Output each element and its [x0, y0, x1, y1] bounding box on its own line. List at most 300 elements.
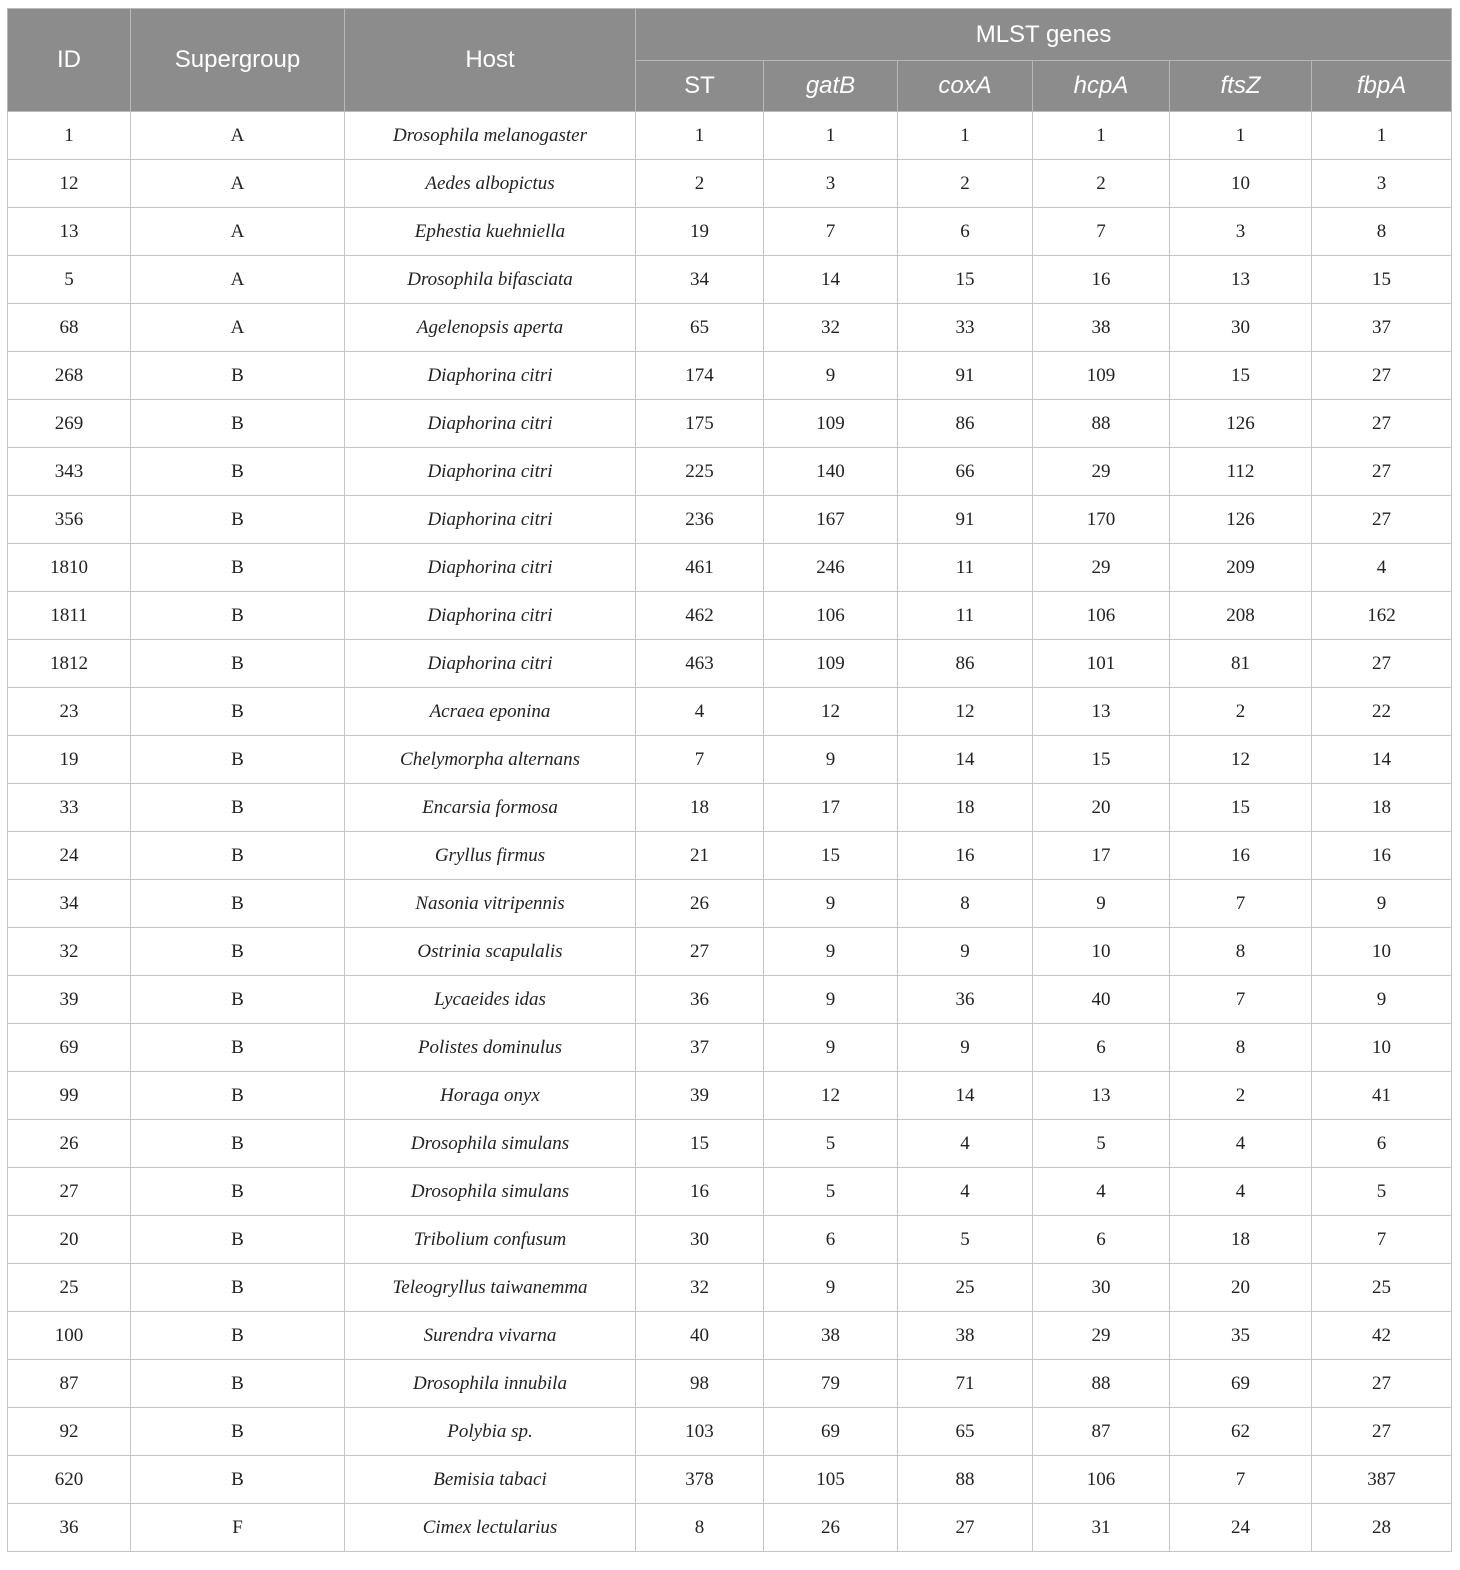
cell-hcpa: 16 — [1033, 256, 1170, 304]
cell-coxa: 36 — [898, 976, 1033, 1024]
cell-supergroup: B — [131, 640, 345, 688]
cell-id: 33 — [8, 784, 131, 832]
cell-ftsz: 209 — [1170, 544, 1312, 592]
cell-coxa: 16 — [898, 832, 1033, 880]
cell-id: 36 — [8, 1504, 131, 1552]
cell-id: 356 — [8, 496, 131, 544]
cell-supergroup: B — [131, 736, 345, 784]
table-row — [8, 928, 1452, 976]
cell-supergroup: B — [131, 1264, 345, 1312]
cell-host: Aedes albopictus — [345, 160, 636, 208]
cell-id: 24 — [8, 832, 131, 880]
cell-st: 2 — [636, 160, 764, 208]
cell-coxa: 86 — [898, 400, 1033, 448]
cell-ftsz: 30 — [1170, 304, 1312, 352]
cell-host: Diaphorina citri — [345, 592, 636, 640]
cell-coxa: 91 — [898, 352, 1033, 400]
cell-ftsz: 1 — [1170, 112, 1312, 160]
cell-hcpa: 13 — [1033, 688, 1170, 736]
cell-id: 27 — [8, 1168, 131, 1216]
cell-ftsz: 208 — [1170, 592, 1312, 640]
cell-coxa: 88 — [898, 1456, 1033, 1504]
cell-supergroup: B — [131, 1408, 345, 1456]
cell-id: 25 — [8, 1264, 131, 1312]
cell-hcpa: 20 — [1033, 784, 1170, 832]
cell-fbpa: 1 — [1312, 112, 1452, 160]
cell-gatb: 9 — [764, 928, 898, 976]
cell-coxa: 91 — [898, 496, 1033, 544]
cell-host: Cimex lectularius — [345, 1504, 636, 1552]
cell-id: 92 — [8, 1408, 131, 1456]
cell-supergroup: B — [131, 1024, 345, 1072]
cell-id: 1812 — [8, 640, 131, 688]
cell-supergroup: B — [131, 928, 345, 976]
mlst-table-container — [7, 8, 1452, 1552]
cell-hcpa: 31 — [1033, 1504, 1170, 1552]
cell-id: 13 — [8, 208, 131, 256]
cell-fbpa: 37 — [1312, 304, 1452, 352]
header-coxa: coxA — [898, 61, 1033, 112]
cell-st: 18 — [636, 784, 764, 832]
cell-gatb: 14 — [764, 256, 898, 304]
table-row — [8, 1024, 1452, 1072]
cell-id: 12 — [8, 160, 131, 208]
cell-st: 463 — [636, 640, 764, 688]
cell-id: 343 — [8, 448, 131, 496]
cell-host: Polistes dominulus — [345, 1024, 636, 1072]
cell-ftsz: 13 — [1170, 256, 1312, 304]
cell-supergroup: B — [131, 1072, 345, 1120]
cell-gatb: 79 — [764, 1360, 898, 1408]
cell-supergroup: B — [131, 1168, 345, 1216]
cell-gatb: 9 — [764, 976, 898, 1024]
cell-fbpa: 27 — [1312, 352, 1452, 400]
cell-supergroup: B — [131, 1120, 345, 1168]
table-row — [8, 1360, 1452, 1408]
cell-ftsz: 7 — [1170, 1456, 1312, 1504]
cell-ftsz: 18 — [1170, 1216, 1312, 1264]
table-body — [8, 112, 1452, 1552]
cell-host: Chelymorpha alternans — [345, 736, 636, 784]
table-row — [8, 352, 1452, 400]
cell-coxa: 9 — [898, 1024, 1033, 1072]
header-st: ST — [636, 61, 764, 112]
cell-supergroup: B — [131, 1312, 345, 1360]
cell-gatb: 32 — [764, 304, 898, 352]
cell-host: Horaga onyx — [345, 1072, 636, 1120]
cell-host: Drosophila bifasciata — [345, 256, 636, 304]
cell-st: 26 — [636, 880, 764, 928]
cell-st: 27 — [636, 928, 764, 976]
cell-host: Ostrinia scapulalis — [345, 928, 636, 976]
cell-fbpa: 7 — [1312, 1216, 1452, 1264]
cell-fbpa: 27 — [1312, 640, 1452, 688]
cell-host: Diaphorina citri — [345, 448, 636, 496]
cell-fbpa: 27 — [1312, 1360, 1452, 1408]
cell-ftsz: 2 — [1170, 1072, 1312, 1120]
table-row — [8, 112, 1452, 160]
cell-host: Acraea eponina — [345, 688, 636, 736]
cell-host: Agelenopsis aperta — [345, 304, 636, 352]
table-row — [8, 1120, 1452, 1168]
cell-st: 36 — [636, 976, 764, 1024]
cell-st: 225 — [636, 448, 764, 496]
cell-st: 175 — [636, 400, 764, 448]
cell-hcpa: 6 — [1033, 1216, 1170, 1264]
cell-hcpa: 101 — [1033, 640, 1170, 688]
cell-supergroup: B — [131, 592, 345, 640]
cell-gatb: 15 — [764, 832, 898, 880]
cell-gatb: 5 — [764, 1120, 898, 1168]
cell-supergroup: B — [131, 880, 345, 928]
cell-st: 7 — [636, 736, 764, 784]
cell-fbpa: 41 — [1312, 1072, 1452, 1120]
cell-ftsz: 20 — [1170, 1264, 1312, 1312]
cell-supergroup: A — [131, 112, 345, 160]
cell-coxa: 15 — [898, 256, 1033, 304]
table-row — [8, 208, 1452, 256]
cell-hcpa: 10 — [1033, 928, 1170, 976]
table-row — [8, 400, 1452, 448]
table-row — [8, 304, 1452, 352]
cell-ftsz: 112 — [1170, 448, 1312, 496]
cell-hcpa: 29 — [1033, 448, 1170, 496]
cell-hcpa: 30 — [1033, 1264, 1170, 1312]
cell-coxa: 1 — [898, 112, 1033, 160]
table-row — [8, 976, 1452, 1024]
cell-id: 5 — [8, 256, 131, 304]
cell-st: 40 — [636, 1312, 764, 1360]
table-row — [8, 496, 1452, 544]
cell-gatb: 69 — [764, 1408, 898, 1456]
cell-ftsz: 10 — [1170, 160, 1312, 208]
cell-ftsz: 126 — [1170, 400, 1312, 448]
cell-host: Diaphorina citri — [345, 400, 636, 448]
cell-host: Bemisia tabaci — [345, 1456, 636, 1504]
cell-host: Diaphorina citri — [345, 352, 636, 400]
cell-coxa: 65 — [898, 1408, 1033, 1456]
cell-hcpa: 17 — [1033, 832, 1170, 880]
table-row — [8, 1168, 1452, 1216]
header-hcpa: hcpA — [1033, 61, 1170, 112]
cell-host: Nasonia vitripennis — [345, 880, 636, 928]
cell-gatb: 1 — [764, 112, 898, 160]
cell-st: 378 — [636, 1456, 764, 1504]
table-row — [8, 544, 1452, 592]
cell-fbpa: 42 — [1312, 1312, 1452, 1360]
cell-hcpa: 88 — [1033, 400, 1170, 448]
cell-coxa: 6 — [898, 208, 1033, 256]
cell-fbpa: 10 — [1312, 1024, 1452, 1072]
cell-fbpa: 16 — [1312, 832, 1452, 880]
table-row — [8, 1408, 1452, 1456]
cell-gatb: 26 — [764, 1504, 898, 1552]
cell-coxa: 4 — [898, 1120, 1033, 1168]
cell-gatb: 140 — [764, 448, 898, 496]
cell-gatb: 106 — [764, 592, 898, 640]
cell-host: Teleogryllus taiwanemma — [345, 1264, 636, 1312]
header-gatb: gatB — [764, 61, 898, 112]
cell-fbpa: 6 — [1312, 1120, 1452, 1168]
cell-fbpa: 27 — [1312, 1408, 1452, 1456]
cell-gatb: 12 — [764, 688, 898, 736]
cell-coxa: 8 — [898, 880, 1033, 928]
cell-st: 98 — [636, 1360, 764, 1408]
cell-ftsz: 16 — [1170, 832, 1312, 880]
cell-host: Drosophila simulans — [345, 1120, 636, 1168]
cell-gatb: 38 — [764, 1312, 898, 1360]
cell-gatb: 9 — [764, 1264, 898, 1312]
cell-host: Polybia sp. — [345, 1408, 636, 1456]
cell-supergroup: B — [131, 1456, 345, 1504]
table-row — [8, 592, 1452, 640]
cell-coxa: 11 — [898, 592, 1033, 640]
cell-st: 236 — [636, 496, 764, 544]
cell-coxa: 4 — [898, 1168, 1033, 1216]
table-row — [8, 1072, 1452, 1120]
cell-supergroup: B — [131, 352, 345, 400]
cell-supergroup: A — [131, 256, 345, 304]
cell-id: 39 — [8, 976, 131, 1024]
cell-coxa: 33 — [898, 304, 1033, 352]
cell-id: 68 — [8, 304, 131, 352]
cell-hcpa: 38 — [1033, 304, 1170, 352]
table-row — [8, 1456, 1452, 1504]
cell-id: 99 — [8, 1072, 131, 1120]
cell-host: Drosophila simulans — [345, 1168, 636, 1216]
table-row — [8, 736, 1452, 784]
cell-fbpa: 14 — [1312, 736, 1452, 784]
cell-gatb: 9 — [764, 880, 898, 928]
cell-hcpa: 109 — [1033, 352, 1170, 400]
cell-ftsz: 24 — [1170, 1504, 1312, 1552]
cell-id: 268 — [8, 352, 131, 400]
cell-supergroup: B — [131, 544, 345, 592]
cell-st: 174 — [636, 352, 764, 400]
cell-gatb: 167 — [764, 496, 898, 544]
table-row — [8, 1216, 1452, 1264]
cell-supergroup: B — [131, 400, 345, 448]
cell-host: Diaphorina citri — [345, 544, 636, 592]
cell-coxa: 27 — [898, 1504, 1033, 1552]
header-row-top — [8, 9, 1452, 61]
cell-coxa: 38 — [898, 1312, 1033, 1360]
cell-st: 15 — [636, 1120, 764, 1168]
cell-host: Diaphorina citri — [345, 640, 636, 688]
cell-id: 26 — [8, 1120, 131, 1168]
table-header — [8, 9, 1452, 112]
cell-gatb: 9 — [764, 352, 898, 400]
cell-gatb: 246 — [764, 544, 898, 592]
cell-supergroup: B — [131, 832, 345, 880]
cell-st: 39 — [636, 1072, 764, 1120]
cell-hcpa: 88 — [1033, 1360, 1170, 1408]
cell-ftsz: 4 — [1170, 1120, 1312, 1168]
cell-hcpa: 106 — [1033, 1456, 1170, 1504]
cell-host: Drosophila innubila — [345, 1360, 636, 1408]
cell-id: 20 — [8, 1216, 131, 1264]
cell-supergroup: A — [131, 160, 345, 208]
cell-host: Surendra vivarna — [345, 1312, 636, 1360]
cell-ftsz: 3 — [1170, 208, 1312, 256]
cell-fbpa: 25 — [1312, 1264, 1452, 1312]
header-id: ID — [8, 9, 131, 112]
header-host: Host — [345, 9, 636, 112]
cell-id: 69 — [8, 1024, 131, 1072]
cell-gatb: 3 — [764, 160, 898, 208]
mlst-table — [7, 8, 1452, 1552]
cell-fbpa: 162 — [1312, 592, 1452, 640]
cell-coxa: 12 — [898, 688, 1033, 736]
cell-id: 100 — [8, 1312, 131, 1360]
cell-st: 30 — [636, 1216, 764, 1264]
cell-id: 19 — [8, 736, 131, 784]
cell-coxa: 18 — [898, 784, 1033, 832]
cell-id: 269 — [8, 400, 131, 448]
cell-ftsz: 81 — [1170, 640, 1312, 688]
cell-coxa: 5 — [898, 1216, 1033, 1264]
cell-gatb: 9 — [764, 736, 898, 784]
table-row — [8, 640, 1452, 688]
cell-coxa: 86 — [898, 640, 1033, 688]
cell-gatb: 9 — [764, 1024, 898, 1072]
cell-fbpa: 15 — [1312, 256, 1452, 304]
cell-coxa: 14 — [898, 736, 1033, 784]
cell-st: 461 — [636, 544, 764, 592]
cell-ftsz: 7 — [1170, 976, 1312, 1024]
table-row — [8, 1264, 1452, 1312]
cell-fbpa: 22 — [1312, 688, 1452, 736]
cell-hcpa: 170 — [1033, 496, 1170, 544]
cell-host: Lycaeides idas — [345, 976, 636, 1024]
cell-ftsz: 12 — [1170, 736, 1312, 784]
cell-ftsz: 8 — [1170, 1024, 1312, 1072]
cell-supergroup: F — [131, 1504, 345, 1552]
cell-id: 620 — [8, 1456, 131, 1504]
cell-hcpa: 40 — [1033, 976, 1170, 1024]
cell-coxa: 71 — [898, 1360, 1033, 1408]
cell-st: 103 — [636, 1408, 764, 1456]
cell-host: Diaphorina citri — [345, 496, 636, 544]
cell-hcpa: 106 — [1033, 592, 1170, 640]
cell-st: 21 — [636, 832, 764, 880]
cell-ftsz: 4 — [1170, 1168, 1312, 1216]
cell-fbpa: 28 — [1312, 1504, 1452, 1552]
cell-id: 1810 — [8, 544, 131, 592]
header-mlst-genes-group: MLST genes — [636, 9, 1452, 61]
cell-fbpa: 10 — [1312, 928, 1452, 976]
table-row — [8, 880, 1452, 928]
cell-hcpa: 29 — [1033, 1312, 1170, 1360]
table-row — [8, 832, 1452, 880]
table-row — [8, 160, 1452, 208]
cell-hcpa: 5 — [1033, 1120, 1170, 1168]
cell-fbpa: 18 — [1312, 784, 1452, 832]
cell-id: 23 — [8, 688, 131, 736]
cell-st: 462 — [636, 592, 764, 640]
cell-ftsz: 62 — [1170, 1408, 1312, 1456]
cell-st: 37 — [636, 1024, 764, 1072]
cell-gatb: 6 — [764, 1216, 898, 1264]
cell-hcpa: 13 — [1033, 1072, 1170, 1120]
cell-coxa: 11 — [898, 544, 1033, 592]
cell-ftsz: 7 — [1170, 880, 1312, 928]
header-fbpa: fbpA — [1312, 61, 1452, 112]
cell-st: 4 — [636, 688, 764, 736]
cell-hcpa: 1 — [1033, 112, 1170, 160]
cell-supergroup: B — [131, 784, 345, 832]
cell-st: 34 — [636, 256, 764, 304]
cell-fbpa: 5 — [1312, 1168, 1452, 1216]
cell-host: Gryllus firmus — [345, 832, 636, 880]
table-row — [8, 256, 1452, 304]
cell-st: 65 — [636, 304, 764, 352]
cell-id: 1 — [8, 112, 131, 160]
cell-supergroup: B — [131, 496, 345, 544]
header-supergroup: Supergroup — [131, 9, 345, 112]
cell-supergroup: B — [131, 688, 345, 736]
cell-hcpa: 6 — [1033, 1024, 1170, 1072]
cell-st: 8 — [636, 1504, 764, 1552]
cell-gatb: 109 — [764, 400, 898, 448]
cell-ftsz: 69 — [1170, 1360, 1312, 1408]
cell-host: Encarsia formosa — [345, 784, 636, 832]
cell-id: 87 — [8, 1360, 131, 1408]
cell-gatb: 17 — [764, 784, 898, 832]
cell-ftsz: 15 — [1170, 352, 1312, 400]
cell-fbpa: 27 — [1312, 400, 1452, 448]
cell-fbpa: 9 — [1312, 880, 1452, 928]
cell-fbpa: 27 — [1312, 496, 1452, 544]
cell-gatb: 12 — [764, 1072, 898, 1120]
cell-fbpa: 3 — [1312, 160, 1452, 208]
cell-hcpa: 7 — [1033, 208, 1170, 256]
cell-ftsz: 2 — [1170, 688, 1312, 736]
cell-gatb: 109 — [764, 640, 898, 688]
cell-supergroup: A — [131, 304, 345, 352]
cell-gatb: 7 — [764, 208, 898, 256]
cell-ftsz: 8 — [1170, 928, 1312, 976]
table-row — [8, 448, 1452, 496]
cell-supergroup: B — [131, 1216, 345, 1264]
cell-hcpa: 2 — [1033, 160, 1170, 208]
cell-supergroup: B — [131, 1360, 345, 1408]
cell-hcpa: 29 — [1033, 544, 1170, 592]
cell-supergroup: B — [131, 448, 345, 496]
cell-st: 32 — [636, 1264, 764, 1312]
cell-coxa: 9 — [898, 928, 1033, 976]
cell-host: Ephestia kuehniella — [345, 208, 636, 256]
table-row — [8, 784, 1452, 832]
cell-id: 1811 — [8, 592, 131, 640]
cell-ftsz: 35 — [1170, 1312, 1312, 1360]
cell-gatb: 105 — [764, 1456, 898, 1504]
cell-coxa: 14 — [898, 1072, 1033, 1120]
cell-gatb: 5 — [764, 1168, 898, 1216]
cell-fbpa: 8 — [1312, 208, 1452, 256]
cell-fbpa: 387 — [1312, 1456, 1452, 1504]
cell-host: Drosophila melanogaster — [345, 112, 636, 160]
cell-fbpa: 9 — [1312, 976, 1452, 1024]
cell-hcpa: 15 — [1033, 736, 1170, 784]
cell-st: 19 — [636, 208, 764, 256]
cell-st: 1 — [636, 112, 764, 160]
cell-fbpa: 4 — [1312, 544, 1452, 592]
cell-st: 16 — [636, 1168, 764, 1216]
cell-coxa: 25 — [898, 1264, 1033, 1312]
table-row — [8, 688, 1452, 736]
cell-supergroup: B — [131, 976, 345, 1024]
